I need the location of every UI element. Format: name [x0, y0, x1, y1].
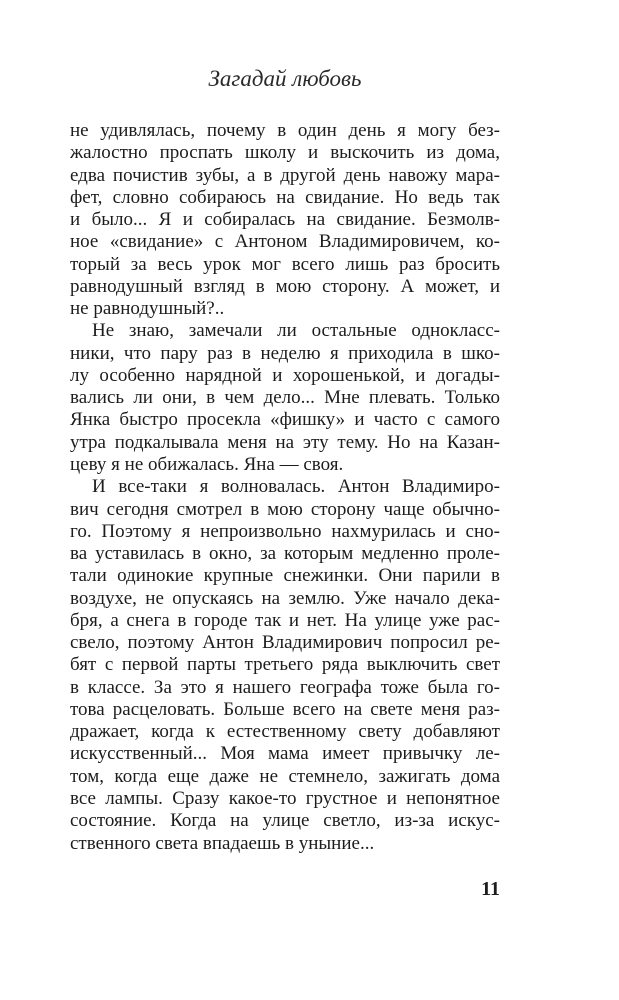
text-line: бря, а снега в городе так и нет. На улице уже рас- [70, 609, 500, 631]
text-line: ственного света впадаешь в уныние... [70, 832, 375, 854]
text-line: дражает, когда к естественному свету добавляют [70, 721, 500, 743]
text-line: утра подкалывала меня на эту тему. Но на Казан- [70, 431, 500, 453]
body-text [70, 120, 500, 855]
text-line: не удивлялась, почему в один день я могу без- [70, 120, 500, 141]
text-line: едва почистив зубы, а в другой день навожу мара- [70, 164, 500, 186]
text-line: том, когда еще даже не стемнело, зажигать дома [70, 765, 500, 787]
text-line: торый за весь урок мог всего лишь раз бросить [70, 253, 500, 275]
text-line: и было... Я и собиралась на свидание. Безмолв- [70, 209, 500, 231]
text-line: жалостно проспать школу и выскочить из дома, [70, 142, 500, 164]
text-line: искусственный... Моя мама имеет привычку ле- [70, 743, 500, 765]
text-line: И все-таки я волновалась. Антон Владимиро- [92, 476, 500, 498]
text-line: все лампы. Сразу какое-то грустное и непонятное [70, 787, 500, 809]
text-line: состояние. Когда на улице светло, из-за искус- [70, 810, 500, 832]
text-line: воздухе, не опускаясь на землю. Уже начало дека- [70, 587, 500, 609]
text-line: Янка быстро просекла «фишку» и часто с самого [70, 409, 500, 431]
text-line: в классе. За это я нашего географа тоже была го- [70, 676, 500, 698]
text-line: вались ли они, в чем дело... Мне плевать. Только [70, 387, 500, 409]
text-line: бят с первой парты третьего ряда выключить свет [70, 654, 500, 676]
running-header: Загадай любовь [208, 66, 362, 91]
text-line: цеву я не обижалась. Яна — своя. [70, 453, 344, 475]
text-line: не равнодушный?.. [70, 298, 225, 320]
text-line: фет, словно собираюсь на свидание. Но ведь так [70, 186, 500, 208]
text-line: това расцеловать. Больше всего на свете меня раз- [70, 698, 500, 720]
text-line: Не знаю, замечали ли остальные однокласс- [92, 320, 500, 342]
text-line: го. Поэтому я непроизвольно нахмурилась и сно- [70, 520, 500, 542]
text-line: вич сегодня смотрел в мою сторону чаще обычно- [70, 498, 500, 520]
text-line: ники, что пару раз в неделю я приходила в шко- [70, 342, 500, 364]
page-number: 11 [481, 878, 500, 900]
text-line: свело, поэтому Антон Владимирович попросил ре- [70, 632, 500, 654]
text-line: ва уставилась в окно, за которым медленно проле- [70, 543, 500, 565]
text-line: ное «свидание» с Антоном Владимировичем, ко- [70, 231, 500, 253]
text-line: лу особенно нарядной и хорошенькой, и догады- [70, 364, 500, 386]
text-line: тали одинокие крупные снежинки. Они парили в [70, 565, 500, 587]
text-line: равнодушный взгляд в мою сторону. А может, и [70, 275, 500, 297]
